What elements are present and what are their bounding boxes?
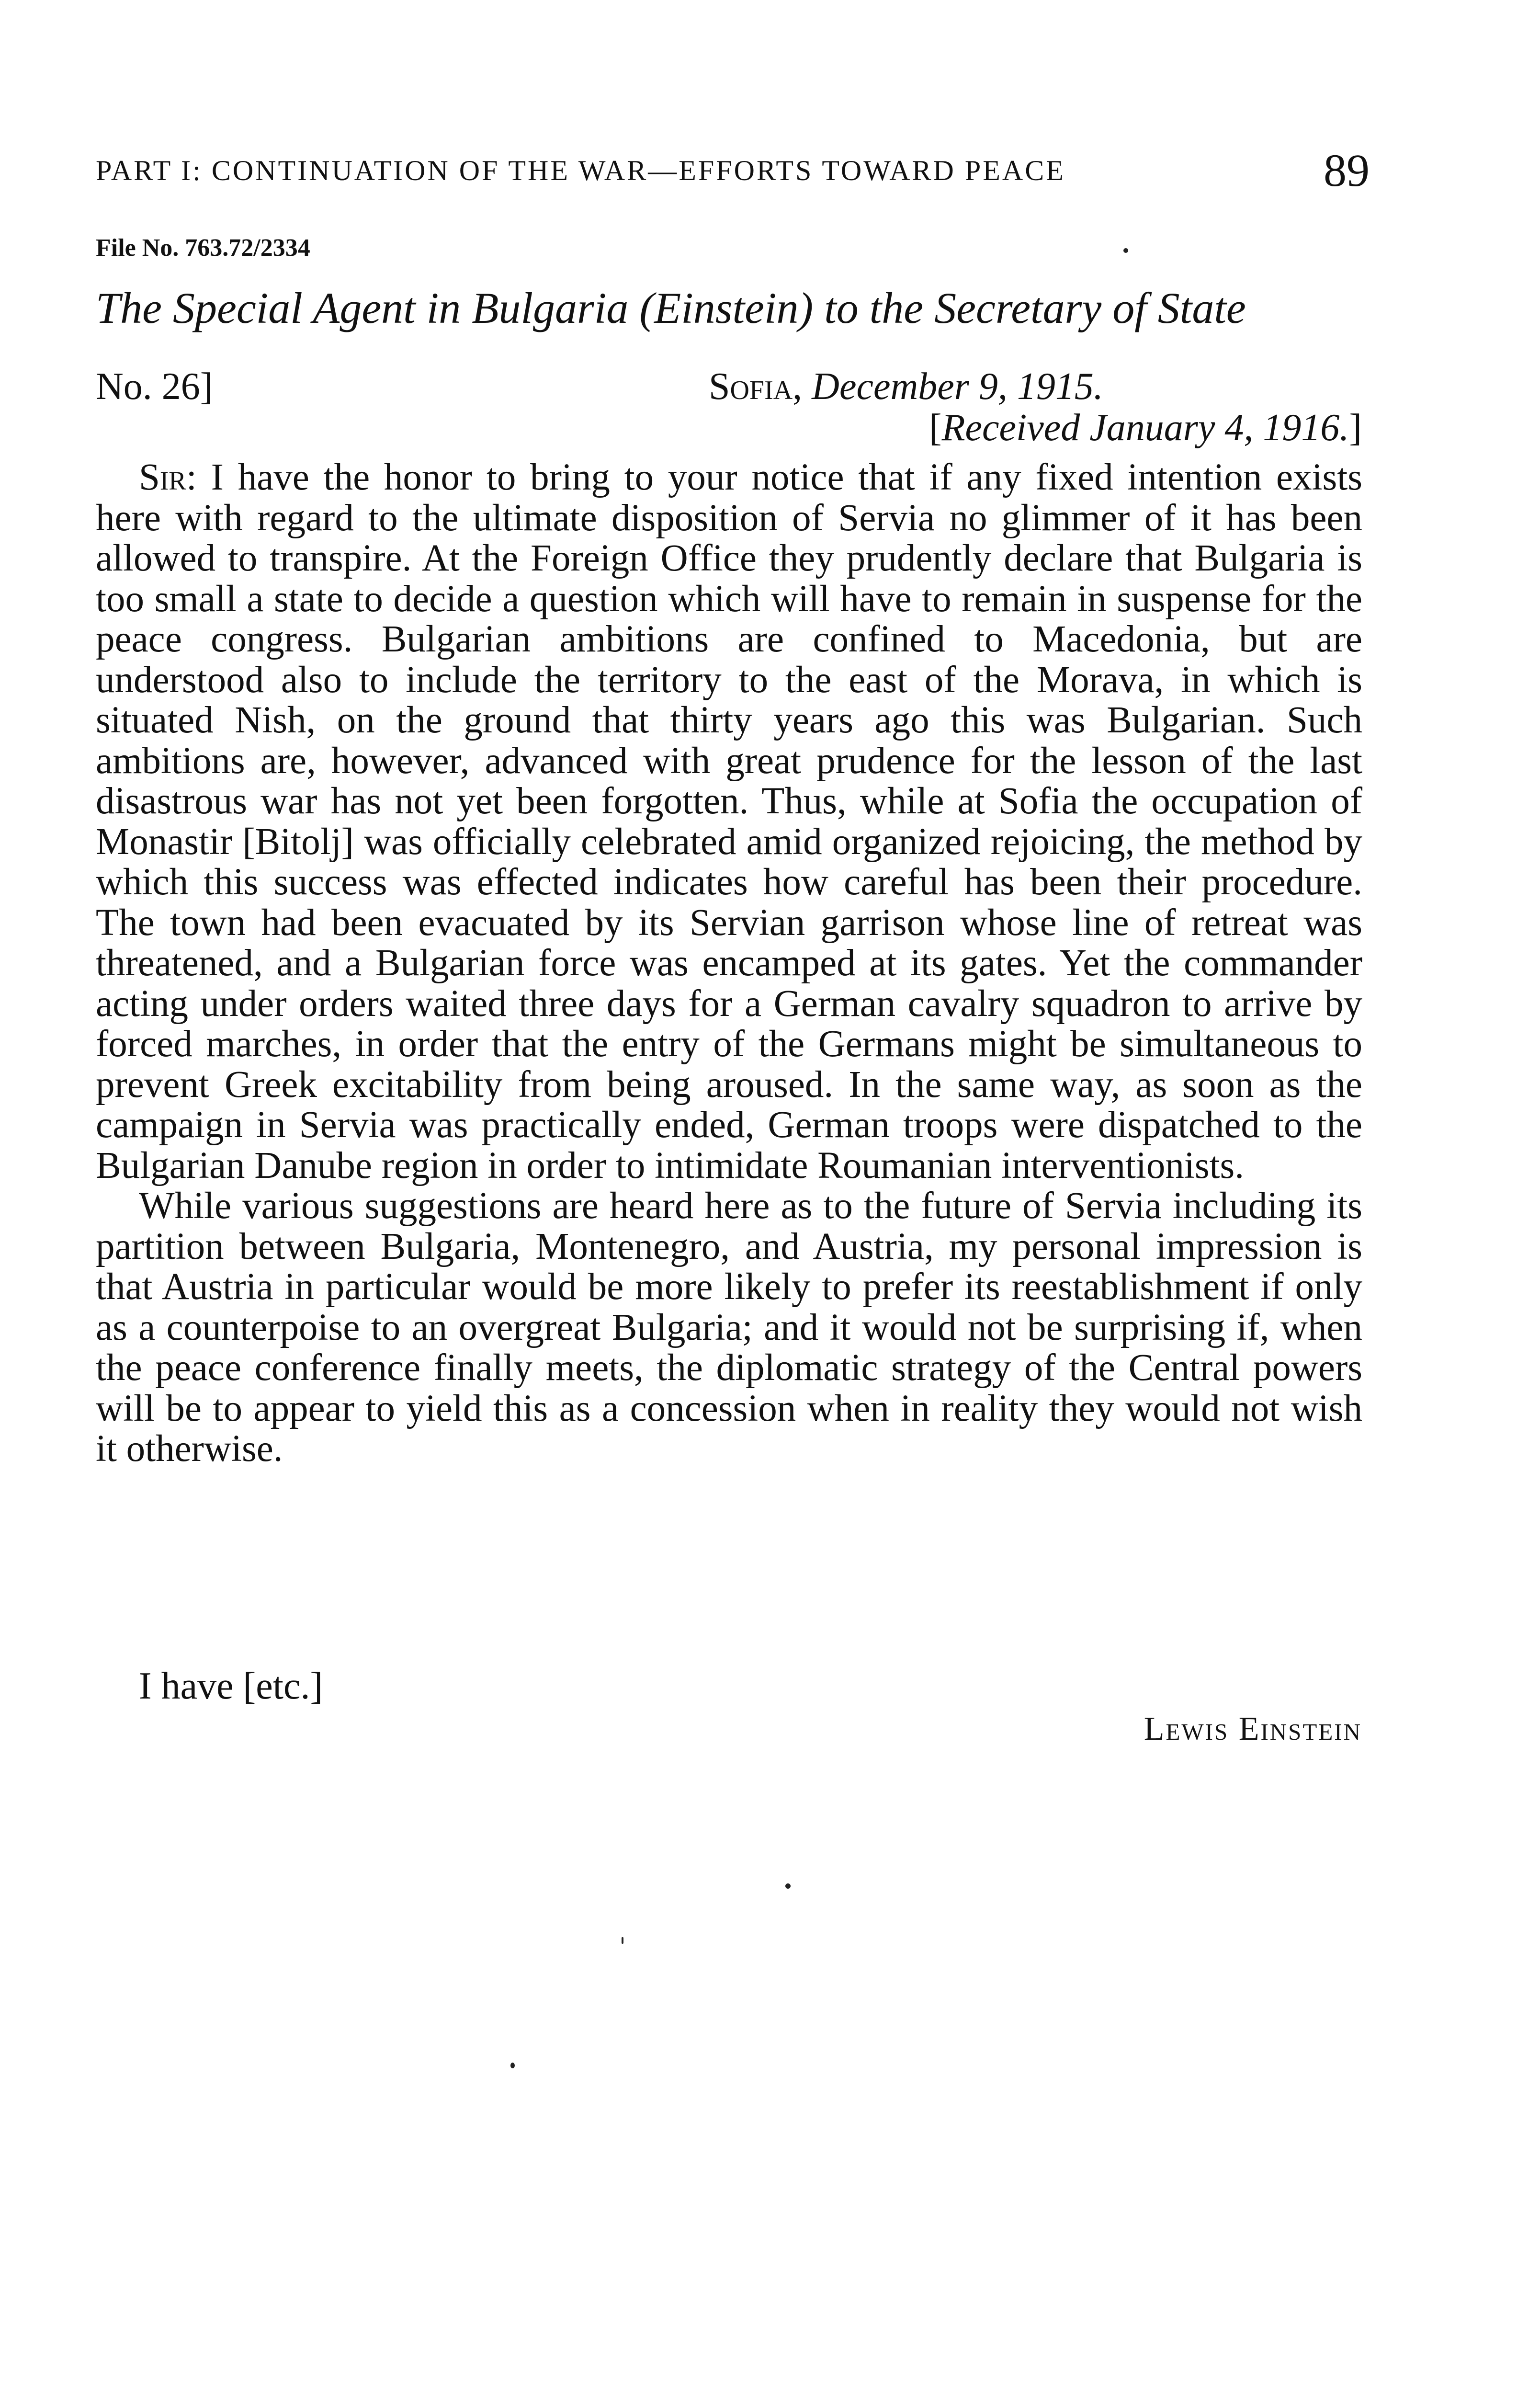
- page-number: 89: [1324, 145, 1370, 196]
- received-date: [929, 406, 1362, 450]
- dateline: [709, 365, 1103, 409]
- print-speck: [785, 1883, 791, 1889]
- dateline-date: December 9, 1915.: [812, 365, 1103, 408]
- letter-body: [96, 457, 1362, 1470]
- file-number: File No. 763.72/2334: [96, 234, 310, 262]
- received-bracket-open: [: [929, 407, 942, 449]
- print-speck: [1123, 248, 1128, 253]
- print-speck: [510, 2063, 515, 2068]
- print-speck: [622, 1937, 623, 1944]
- paragraph-1-text: I have the honor to bring to your notice that if any fixed intention exists here with regard to the ultimate disposition of Servia no glimmer of it has been allowed to transpire. At the Foreign Office they prudently declare that Bulgaria is too small a state to decide a question which will have to remain in suspense for the peace congress. Bulgarian ambitions are confined to Macedonia, but are understood also to include the territory to the east of the Morava, in which is situated Nish, on the ground that thirty years ago this was Bulgarian. Such ambitions are, however, advanced with great prudence for the lesson of the last disastrous war has not yet been forgotten. Thus, while at Sofia the occupation of Monastir [Bitolj] was officially celebrated amid organized rejoicing, the method by which this success was effected indicates how careful has been their procedure. The town had been evacuated by its Servian garrison whose line of retreat was threatened, and a Bulgarian force was encamped at its gates. Yet the commander acting under orders waited three days for a German cavalry squadron to arrive by forced marches, in order that the entry of the Germans might be simultaneous to prevent Greek excitability from being aroused. In the same way, as soon as the campaign in Servia was practically ended, German troops were dispatched to the Bulgarian Danube region in order to intimidate Roumanian interventionists.: [96, 456, 1362, 1186]
- paragraph-1: [96, 457, 1362, 1186]
- running-header-title: PART I: CONTINUATION OF THE WAR—EFFORTS TOWARD PEACE: [96, 155, 1065, 186]
- salutation: Sir:: [139, 456, 197, 498]
- dateline-place: Sofia,: [709, 365, 803, 408]
- document-number: No. 26]: [96, 365, 213, 408]
- paragraph-2: While various suggestions are heard here as to the future of Servia including its partition between Bulgaria, Montenegro, and Austria, my personal impression is that Austria in particular would be more likely to prefer its reestablishment if only as a counterpoise to an overgreat Bulgaria; and it would not be surprising if, when the peace conference finally meets, the diplomatic strategy of the Central powers will be to appear to yield this as a concession when in reality they would not wish it otherwise.: [96, 1185, 1362, 1470]
- received-date-text: Received January 4, 1916.: [941, 407, 1349, 449]
- closing-line: I have [etc.]: [139, 1665, 323, 1707]
- running-header: [96, 144, 1370, 196]
- signature: Lewis Einstein: [1144, 1711, 1362, 1747]
- received-bracket-close: ]: [1349, 407, 1362, 449]
- document-title: The Special Agent in Bulgaria (Einstein) to the Secretary of State: [96, 284, 1246, 332]
